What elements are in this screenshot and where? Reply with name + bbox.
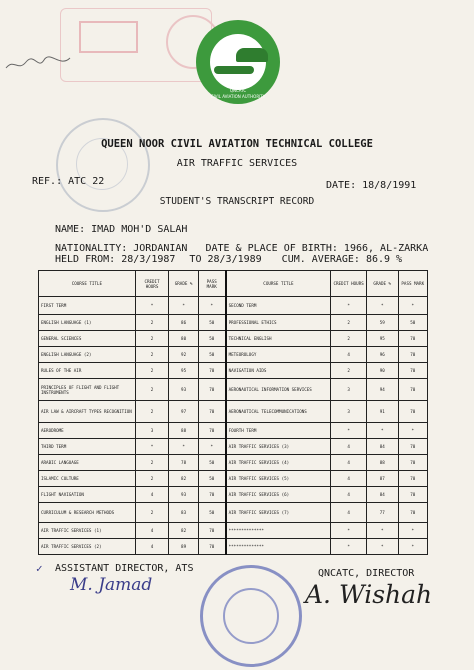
- course-title: AIR LAW & AIRCRAFT TYPES RECOGNITION: [39, 401, 136, 423]
- pass-mark: 50: [198, 331, 225, 347]
- credit-hours: 4: [331, 347, 367, 363]
- course-title: PRINCIPLES OF FLIGHT AND FLIGHT INSTRUMENTS: [39, 379, 136, 401]
- college-name: QUEEN NOOR CIVIL AVIATION TECHNICAL COLLEGE: [101, 138, 373, 150]
- grade: 93: [169, 487, 198, 503]
- table-row: [39, 423, 428, 439]
- header-course: COURSE TITLE: [39, 271, 136, 297]
- pass-mark: *: [398, 523, 427, 539]
- header-grade-2: GRADE %: [366, 271, 398, 297]
- grade: 77: [366, 503, 398, 523]
- nationality-line: [55, 243, 428, 254]
- birth-info: DATE & PLACE OF BIRTH: 1966, AL-ZARKA: [205, 243, 429, 254]
- header-grade: GRADE %: [169, 271, 198, 297]
- official-seal-stamp: [200, 565, 302, 667]
- credit-hours: 3: [331, 379, 367, 401]
- credit-hours: 2: [331, 315, 367, 331]
- credit-hours: 2: [135, 315, 169, 331]
- table-row: [39, 539, 428, 555]
- course-title: THIRD TERM: [39, 439, 136, 455]
- credit-hours: 2: [331, 363, 367, 379]
- grade: 82: [169, 523, 198, 539]
- course-title: AERONAUTICAL TELECOMMUNICATIONS: [226, 401, 331, 423]
- credit-hours: 4: [331, 487, 367, 503]
- stamp-box: [79, 21, 138, 53]
- header-credit: CREDIT HOURS: [135, 271, 169, 297]
- credit-hours: 2: [135, 401, 169, 423]
- pass-mark: 50: [198, 455, 225, 471]
- credit-hours: 2: [135, 331, 169, 347]
- transcript-body: [39, 271, 428, 555]
- credit-hours: 4: [135, 523, 169, 539]
- cum-average: CUM. AVERAGE: 86.9 %: [281, 254, 403, 265]
- table-row: [39, 379, 428, 401]
- table-row: [39, 297, 428, 315]
- grade: 95: [169, 363, 198, 379]
- pass-mark: 70: [398, 455, 427, 471]
- course-title: AIR TRAFFIC SERVICES (6): [226, 487, 331, 503]
- table-row: [39, 363, 428, 379]
- credit-hours: *: [331, 423, 367, 439]
- credit-hours: 2: [331, 331, 367, 347]
- held-line: [55, 254, 402, 265]
- credit-hours: *: [135, 439, 169, 455]
- department-name: AIR TRAFFIC SERVICES: [176, 158, 298, 169]
- assistant-director-signature: M. Jamad: [70, 575, 153, 595]
- header-credit-2: CREDIT HOURS: [331, 271, 367, 297]
- grade: 84: [366, 487, 398, 503]
- pass-mark: *: [398, 423, 427, 439]
- pass-mark: 70: [398, 363, 427, 379]
- pass-mark: 70: [198, 379, 225, 401]
- pass-mark: 70: [398, 401, 427, 423]
- pass-mark: 70: [398, 503, 427, 523]
- credit-hours: *: [331, 523, 367, 539]
- course-title: RULES OF THE AIR: [39, 363, 136, 379]
- course-title: AIR TRAFFIC SERVICES (4): [226, 455, 331, 471]
- table-row: [39, 455, 428, 471]
- grade: 78: [169, 455, 198, 471]
- grade: 89: [169, 539, 198, 555]
- grade: 59: [366, 315, 398, 331]
- check-mark: ✓: [36, 562, 43, 575]
- course-title: AIR TRAFFIC SERVICES (7): [226, 503, 331, 523]
- grade: 88: [366, 455, 398, 471]
- assistant-director-label: ASSISTANT DIRECTOR, ATS: [55, 563, 194, 574]
- credit-hours: 4: [331, 455, 367, 471]
- credit-hours: 2: [135, 363, 169, 379]
- grade: 86: [169, 315, 198, 331]
- table-row: [39, 315, 428, 331]
- grade: 84: [366, 439, 398, 455]
- course-title: ARABIC LANGUAGE: [39, 455, 136, 471]
- grade: 90: [366, 363, 398, 379]
- table-header-row: [39, 271, 428, 297]
- pass-mark: 70: [198, 487, 225, 503]
- course-title: AIR TRAFFIC SERVICES (5): [226, 471, 331, 487]
- pass-mark: 50: [198, 347, 225, 363]
- pass-mark: 50: [198, 315, 225, 331]
- credit-hours: 4: [331, 503, 367, 523]
- credit-hours: 2: [135, 455, 169, 471]
- credit-hours: 3: [135, 423, 169, 439]
- grade: 93: [169, 379, 198, 401]
- wing-icon: [214, 66, 254, 74]
- credit-hours: 2: [135, 379, 169, 401]
- credit-hours: 4: [331, 439, 367, 455]
- qncatc-logo: [196, 20, 280, 104]
- director-label: QNCATC, DIRECTOR: [318, 568, 415, 579]
- student-name: NAME: IMAD MOH'D SALAH: [55, 224, 188, 235]
- course-title: AERODROME: [39, 423, 136, 439]
- course-title: METEOROLOGY: [226, 347, 331, 363]
- credit-hours: 2: [135, 471, 169, 487]
- course-title: **************: [226, 523, 331, 539]
- course-title: NAVIGATION AIDS: [226, 363, 331, 379]
- course-title: ENGLISH LANGUAGE (2): [39, 347, 136, 363]
- credit-hours: 2: [135, 503, 169, 523]
- pass-mark: 70: [198, 401, 225, 423]
- pass-mark: 70: [198, 523, 225, 539]
- grade: 92: [169, 347, 198, 363]
- grade: *: [366, 523, 398, 539]
- handwritten-scribble: [4, 50, 74, 75]
- grade: 91: [366, 401, 398, 423]
- table-row: [39, 401, 428, 423]
- grade: *: [366, 297, 398, 315]
- grade: 87: [366, 471, 398, 487]
- pass-mark: 70: [198, 423, 225, 439]
- held-from: HELD FROM: 28/3/1987: [55, 254, 176, 265]
- table-row: [39, 347, 428, 363]
- table-row: [39, 523, 428, 539]
- course-title: **************: [226, 539, 331, 555]
- pass-mark: 70: [398, 379, 427, 401]
- course-title: AIR TRAFFIC SERVICES (3): [226, 439, 331, 455]
- table-row: [39, 331, 428, 347]
- grade: 82: [169, 471, 198, 487]
- pass-mark: 70: [398, 439, 427, 455]
- held-to: TO 28/3/1989: [189, 254, 262, 265]
- table-row: [39, 503, 428, 523]
- course-title: FLIGHT NAVIGATION: [39, 487, 136, 503]
- grade: *: [169, 439, 198, 455]
- grade: 95: [366, 331, 398, 347]
- credit-hours: 4: [135, 539, 169, 555]
- table-row: [39, 471, 428, 487]
- course-title: PROFESSIONAL ETHICS: [226, 315, 331, 331]
- grade: 94: [366, 379, 398, 401]
- logo-text-top: QNCATC: [229, 88, 247, 93]
- course-title: ISLAMIC CULTURE: [39, 471, 136, 487]
- pass-mark: *: [198, 439, 225, 455]
- credit-hours: 4: [135, 487, 169, 503]
- course-title: SECOND TERM: [226, 297, 331, 315]
- pass-mark: *: [398, 539, 427, 555]
- credit-hours: 2: [135, 347, 169, 363]
- course-title: AERONAUTICAL INFORMATION SERVICES: [226, 379, 331, 401]
- pass-mark: 50: [198, 471, 225, 487]
- record-title: STUDENT'S TRANSCRIPT RECORD: [159, 196, 315, 207]
- top-left-stamp: [60, 8, 212, 82]
- grade: *: [169, 297, 198, 315]
- pass-mark: *: [398, 297, 427, 315]
- crown-icon: [236, 48, 268, 62]
- nationality: NATIONALITY: JORDANIAN: [55, 243, 188, 254]
- header-course-2: COURSE TITLE: [226, 271, 331, 297]
- reference-number: REF.: ATC 22: [32, 176, 105, 187]
- grade: 83: [169, 503, 198, 523]
- pass-mark: 70: [198, 363, 225, 379]
- pass-mark: 70: [398, 487, 427, 503]
- pass-mark: 70: [398, 347, 427, 363]
- credit-hours: 3: [331, 401, 367, 423]
- grade: 88: [169, 423, 198, 439]
- pass-mark: *: [198, 297, 225, 315]
- header-pass-2: PASS MARK: [398, 271, 427, 297]
- grade: 97: [169, 401, 198, 423]
- credit-hours: *: [135, 297, 169, 315]
- course-title: FOURTH TERM: [226, 423, 331, 439]
- grade: *: [366, 539, 398, 555]
- pass-mark: 50: [398, 315, 427, 331]
- course-title: GENERAL SCIENCES: [39, 331, 136, 347]
- grade: 80: [169, 331, 198, 347]
- table-row: [39, 439, 428, 455]
- course-title: ENGLISH LANGUAGE (1): [39, 315, 136, 331]
- course-title: AIR TRAFFIC SERVICES (1): [39, 523, 136, 539]
- course-title: FIRST TERM: [39, 297, 136, 315]
- grade: 96: [366, 347, 398, 363]
- credit-hours: *: [331, 297, 367, 315]
- logo-text-bottom: CIVIL AVIATION AUTHORITY: [210, 94, 266, 99]
- credit-hours: *: [331, 539, 367, 555]
- grade: *: [366, 423, 398, 439]
- director-signature: A. Wishah: [305, 580, 433, 609]
- pass-mark: 70: [198, 539, 225, 555]
- course-title: AIR TRAFFIC SERVICES (2): [39, 539, 136, 555]
- document-date: DATE: 18/8/1991: [326, 180, 417, 191]
- course-title: TECHNICAL ENGLISH: [226, 331, 331, 347]
- credit-hours: 4: [331, 471, 367, 487]
- header-pass: PASS MARK: [198, 271, 225, 297]
- table-row: [39, 487, 428, 503]
- pass-mark: 70: [398, 471, 427, 487]
- pass-mark: 50: [198, 503, 225, 523]
- transcript-table: [38, 270, 428, 555]
- pass-mark: 70: [398, 331, 427, 347]
- course-title: CURRICULUM & RESEARCH METHODS: [39, 503, 136, 523]
